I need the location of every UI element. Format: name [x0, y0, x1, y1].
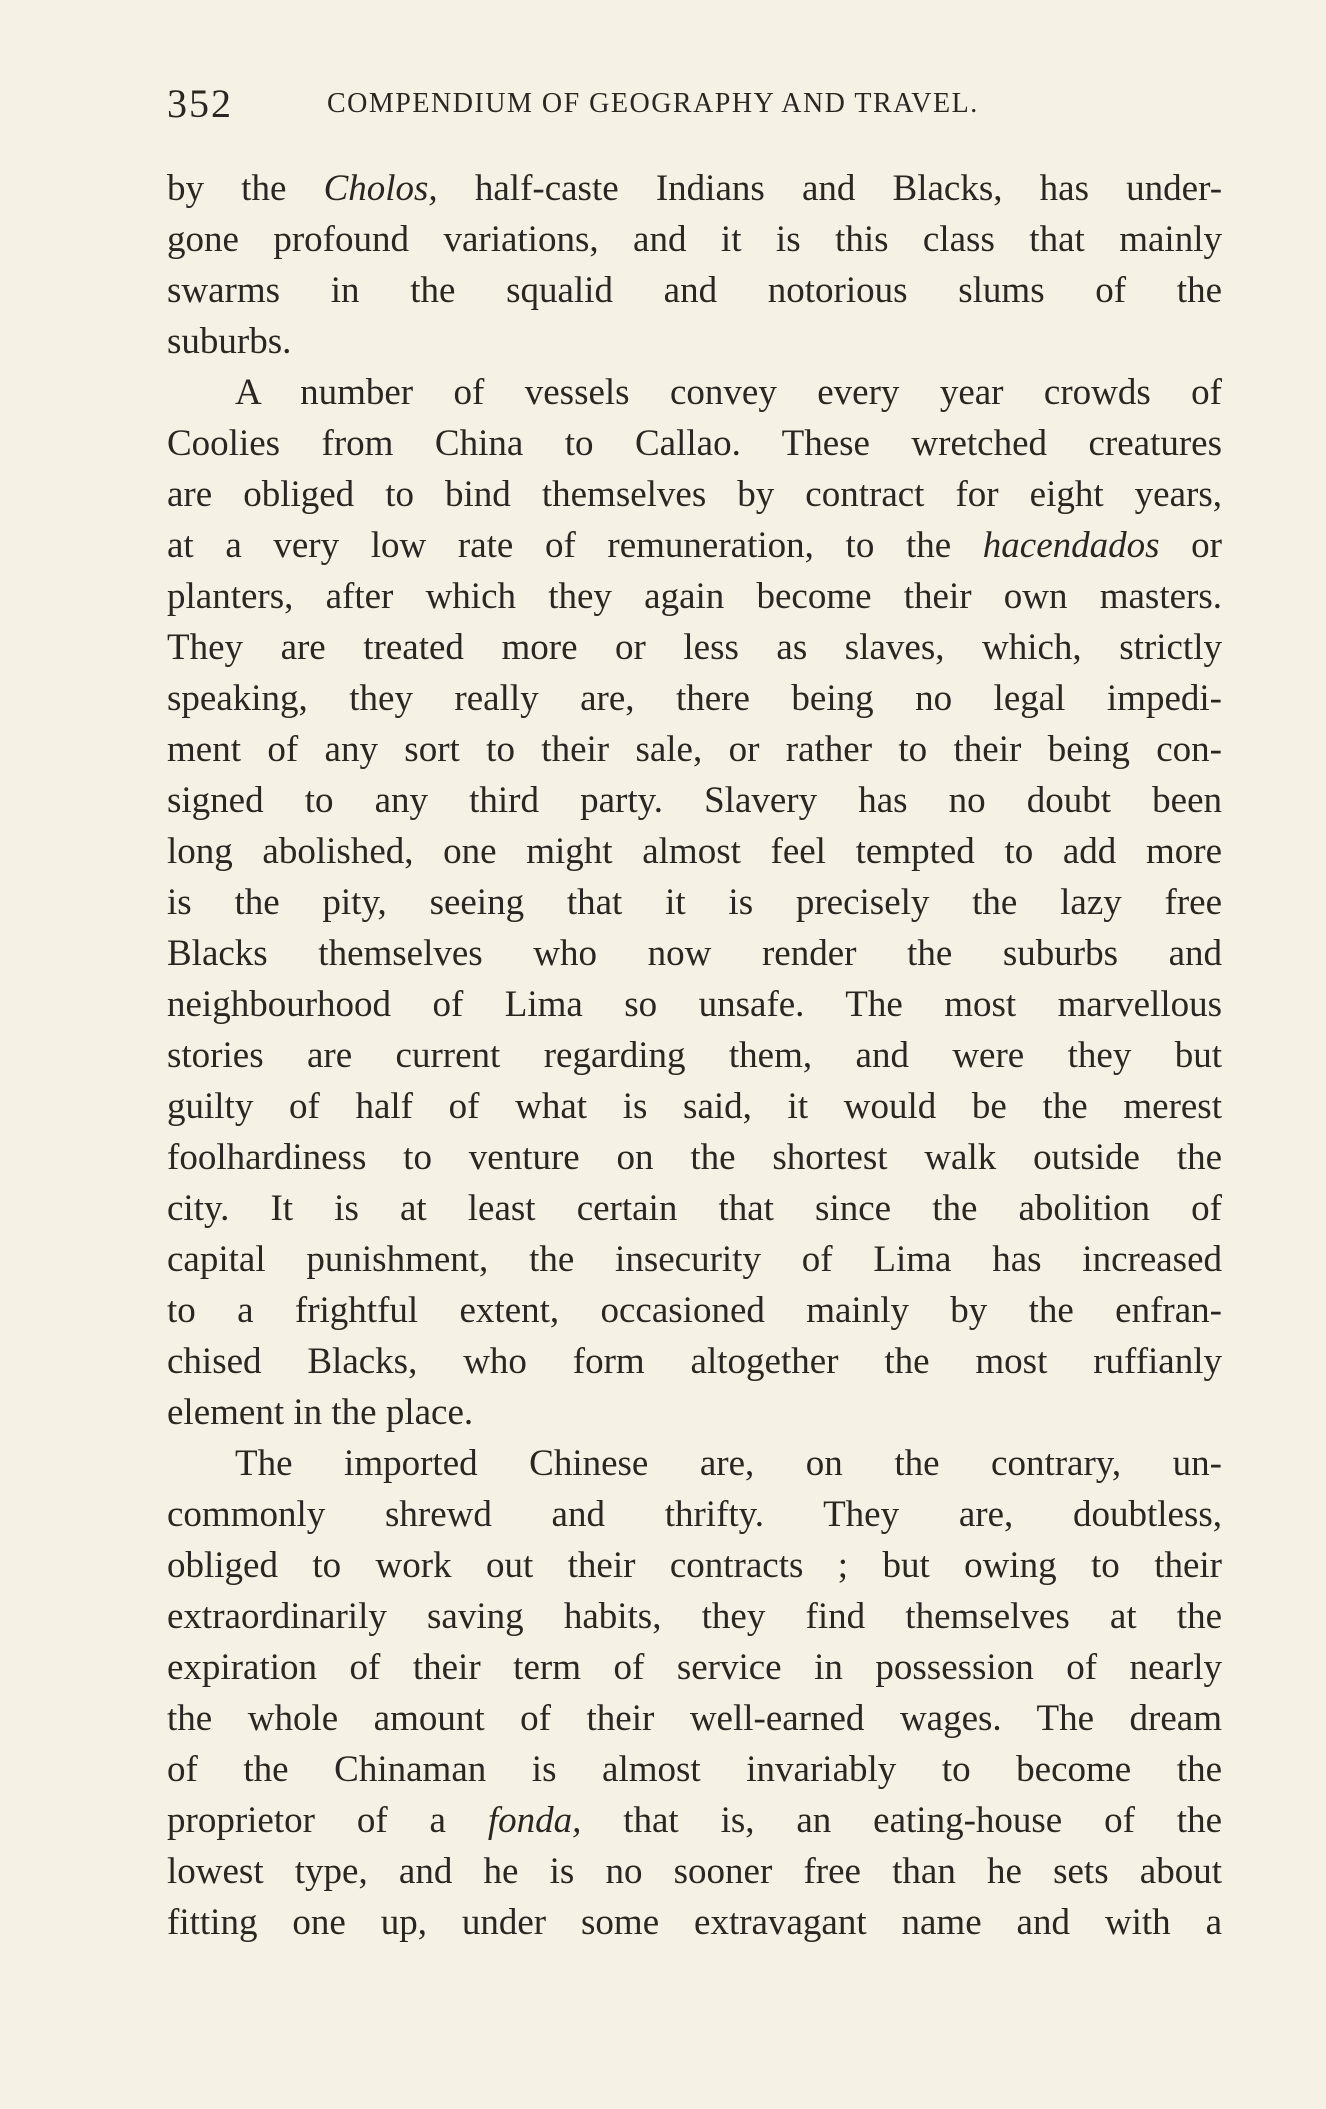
text-line: ment of any sort to their sale, or rather to their being con- — [167, 729, 1222, 770]
italic-term: fonda, — [487, 1800, 582, 1841]
italic-term: Cholos, — [323, 168, 438, 209]
text-segment: or — [1159, 525, 1222, 566]
text-line: the whole amount of their well-earned wages. The dream — [167, 1698, 1222, 1739]
text-segment: half-caste Indians and Blacks, has under- — [437, 168, 1223, 209]
text-line: extraordinarily saving habits, they find themselves at the — [167, 1596, 1222, 1637]
text-line: capital punishment, the insecurity of Lima has increased — [167, 1239, 1222, 1280]
text-line: suburbs. — [167, 321, 292, 362]
italic-term: hacendados — [982, 525, 1160, 566]
text-line: is the pity, seeing that it is precisely the lazy free — [167, 882, 1222, 923]
text-line: of the Chinaman is almost invariably to become the — [167, 1749, 1222, 1790]
body-text — [167, 163, 1222, 1948]
page-number: 352 — [167, 81, 233, 126]
text-line: Coolies from China to Callao. These wretched creatures — [167, 423, 1222, 464]
text-line: element in the place. — [167, 1392, 474, 1433]
text-line: to a frightful extent, occasioned mainly by the enfran- — [167, 1290, 1222, 1331]
text-segment: by the — [167, 168, 324, 209]
text-line: neighbourhood of Lima so unsafe. The most marvellous — [167, 984, 1222, 1025]
text-line: chised Blacks, who form altogether the most ruffianly — [167, 1341, 1222, 1382]
running-head — [167, 80, 1177, 130]
text-line: city. It is at least certain that since the abolition of — [167, 1188, 1222, 1229]
text-line: Blacks themselves who now render the suburbs and — [167, 933, 1222, 974]
text-line: gone profound variations, and it is this class that mainly — [167, 219, 1222, 260]
text-line — [167, 520, 1222, 571]
text-line: stories are current regarding them, and were they but — [167, 1035, 1222, 1076]
text-segment: at a very low rate of remuneration, to the — [167, 525, 983, 566]
text-line: lowest type, and he is no sooner free than he sets about — [167, 1851, 1222, 1892]
text-line: long abolished, one might almost feel tempted to add more — [167, 831, 1222, 872]
text-line: guilty of half of what is said, it would be the merest — [167, 1086, 1222, 1127]
text-line: swarms in the squalid and notorious slums of the — [167, 270, 1222, 311]
text-line: The imported Chinese are, on the contrary, un- — [235, 1443, 1222, 1484]
text-line — [167, 163, 1222, 214]
text-line: A number of vessels convey every year crowds of — [235, 372, 1222, 413]
text-segment: that is, an eating-house of the — [581, 1800, 1222, 1841]
text-line: fitting one up, under some extravagant name and with a — [167, 1902, 1222, 1943]
text-line: commonly shrewd and thrifty. They are, doubtless, — [167, 1494, 1222, 1535]
text-line: obliged to work out their contracts ; but owing to their — [167, 1545, 1222, 1586]
text-line: planters, after which they again become their own masters. — [167, 576, 1222, 617]
running-title: COMPENDIUM OF GEOGRAPHY AND TRAVEL. — [327, 88, 979, 119]
text-line: foolhardiness to venture on the shortest walk outside the — [167, 1137, 1222, 1178]
text-segment: proprietor of a — [167, 1800, 488, 1841]
text-line: speaking, they really are, there being no legal impedi- — [167, 678, 1222, 719]
text-line — [167, 1795, 1222, 1846]
text-line: are obliged to bind themselves by contract for eight years, — [167, 474, 1222, 515]
text-line: signed to any third party. Slavery has no doubt been — [167, 780, 1222, 821]
text-line: expiration of their term of service in possession of nearly — [167, 1647, 1222, 1688]
text-line: They are treated more or less as slaves, which, strictly — [167, 627, 1222, 668]
